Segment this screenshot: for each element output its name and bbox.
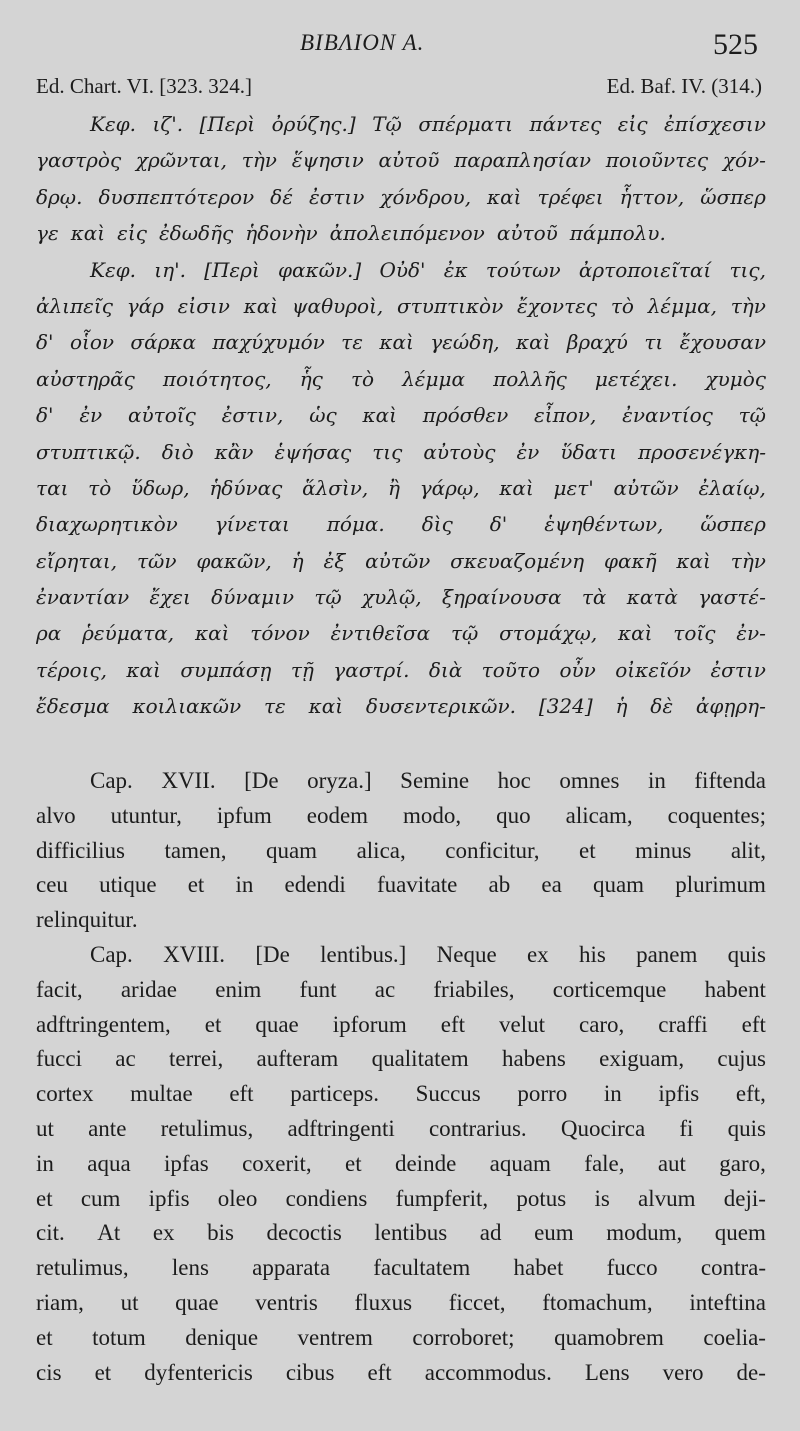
edition-chartier: Ed. Chart. VI. [323. 324.]: [36, 74, 252, 98]
greek-text-line: γε καὶ εἰς ἐδωδῆς ἡδονὴν ἀπολειπόμενον αὐτοῦ πάμπολυ.: [36, 221, 666, 246]
edition-reference-line: [0, 74, 800, 104]
latin-text-line: alvo utuntur, ipfum eodem modo, quo alicam, coquentes;: [36, 802, 766, 828]
greek-text-line: γαστρὸς χρῶνται, τὴν ἕψησιν αὐτοῦ παραπλησίαν ποιοῦντες χόν-: [36, 148, 766, 173]
latin-text-line: ceu utique et in edendi fuavitate ab ea quam plurimum: [36, 872, 766, 898]
latin-text-line: ut ante retulimus, adftringenti contrarius. Quocirca fi quis: [36, 1115, 766, 1141]
greek-text-line: δ' οἷον σάρκα παχύχυμόν τε καὶ γεώδη, καὶ βραχύ τι ἔχουσαν: [36, 330, 766, 355]
greek-text-line: δ' ἐν αὐτοῖς ἐστιν, ὡς καὶ πρόσθεν εἶπον, ἐναντίος τῷ: [36, 403, 766, 428]
latin-text-line: fucci ac terrei, aufteram qualitatem habens exiguam, cujus: [36, 1046, 766, 1072]
greek-text-line: Κεφ. ιζ'. [Περὶ ὀρύζης.] Τῷ σπέρματι πάντες εἰς ἐπίσχεσιν: [90, 112, 766, 136]
latin-text-line: facit, aridae enim funt ac friabiles, corticemque habent: [36, 976, 766, 1002]
greek-text-line: διαχωρητικὸν γίνεται πόμα. δὶς δ' ἑψηθέντων, ὥσπερ: [36, 512, 766, 537]
greek-text-line: δρῳ. δυσπεπτότερον δέ ἐστιν χόνδρου, καὶ τρέφει ἧττον, ὥσπερ: [36, 184, 766, 209]
latin-text-line: in aqua ipfas coxerit, et deinde aquam fale, aut garo,: [36, 1150, 766, 1176]
greek-text-line: στυπτικῷ. διὸ κἂν ἑψήσας τις αὐτοὺς ἐν ὕδατι προσενέγκη-: [36, 439, 766, 464]
latin-text-line: adftringentem, et quae ipforum eft velut caro, craffi eft: [36, 1011, 766, 1037]
running-head: [0, 30, 800, 64]
running-title: ΒΙΒΛΙΟΝ Α.: [300, 30, 425, 55]
latin-text-line: cortex multae eft particeps. Succus porro in ipfis eft,: [36, 1081, 766, 1107]
greek-text-line: αὐστηρᾶς ποιότητος, ἧς τὸ λέμμα πολλῆς μετέχει. χυμὸς: [36, 366, 766, 391]
page-number: 525: [713, 28, 758, 61]
greek-text-block: [36, 106, 766, 725]
latin-text-line: riam, ut quae ventris fluxus ficcet, ftomachum, inteftina: [36, 1289, 766, 1315]
latin-text-line: et cum ipfis oleo condiens fumpferit, potus is alvum deji-: [36, 1185, 766, 1211]
greek-text-line: ἀλιπεῖς γάρ εἰσιν καὶ ψαθυροὶ, στυπτικὸν ἔχοντες τὸ λέμμα, τὴν: [36, 293, 766, 318]
latin-text-line: difficilius tamen, quam alica, conficitur, et minus alit,: [36, 837, 766, 863]
latin-text-line: Cap. XVII. [De oryza.] Semine hoc omnes in fiftenda: [90, 768, 766, 793]
edition-basel: Ed. Baf. IV. (314.): [606, 74, 762, 98]
latin-text-block: [36, 764, 766, 1390]
greek-text-line: ρα ῥεύματα, καὶ τόνον ἐντιθεῖσα τῷ στομάχῳ, καὶ τοῖς ἐν-: [36, 621, 766, 646]
greek-text-line: εἴρηται, τῶν φακῶν, ἡ ἐξ αὐτῶν σκευαζομένη φακῆ καὶ τὴν: [36, 548, 766, 573]
greek-text-line: Κεφ. ιη'. [Περὶ φακῶν.] Οὐδ' ἐκ τούτων ἀρτοποιεῖταί τις,: [90, 257, 766, 282]
latin-text-line: retulimus, lens apparata facultatem habet fucco contra-: [36, 1255, 766, 1281]
greek-text-line: τέροις, καὶ συμπάσῃ τῇ γαστρί. διὰ τοῦτο οὖν οἰκεῖόν ἐστιν: [36, 657, 766, 682]
greek-text-line: ται τὸ ὕδωρ, ἡδύνας ἅλσὶν, ἢ γάρῳ, καὶ μετ' αὐτῶν ἐλαίῳ,: [36, 475, 766, 500]
latin-text-line: Cap. XVIII. [De lentibus.] Neque ex his panem quis: [90, 941, 766, 967]
latin-text-line: cis et dyfentericis cibus eft accommodus. Lens vero de-: [36, 1359, 766, 1385]
latin-text-line: relinquitur.: [36, 907, 138, 933]
latin-text-line: cit. At ex bis decoctis lentibus ad eum modum, quem: [36, 1220, 766, 1246]
latin-text-line: et totum denique ventrem corroboret; quamobrem coelia-: [36, 1324, 766, 1350]
greek-text-line: ἔδεσμα κοιλιακῶν τε καὶ δυσεντερικῶν. [324] ἡ δὲ ἀφῃρη-: [36, 694, 766, 719]
greek-text-line: ἐναντίαν ἔχει δύναμιν τῷ χυλῷ, ξηραίνουσα τὰ κατὰ γαστέ-: [36, 585, 766, 610]
